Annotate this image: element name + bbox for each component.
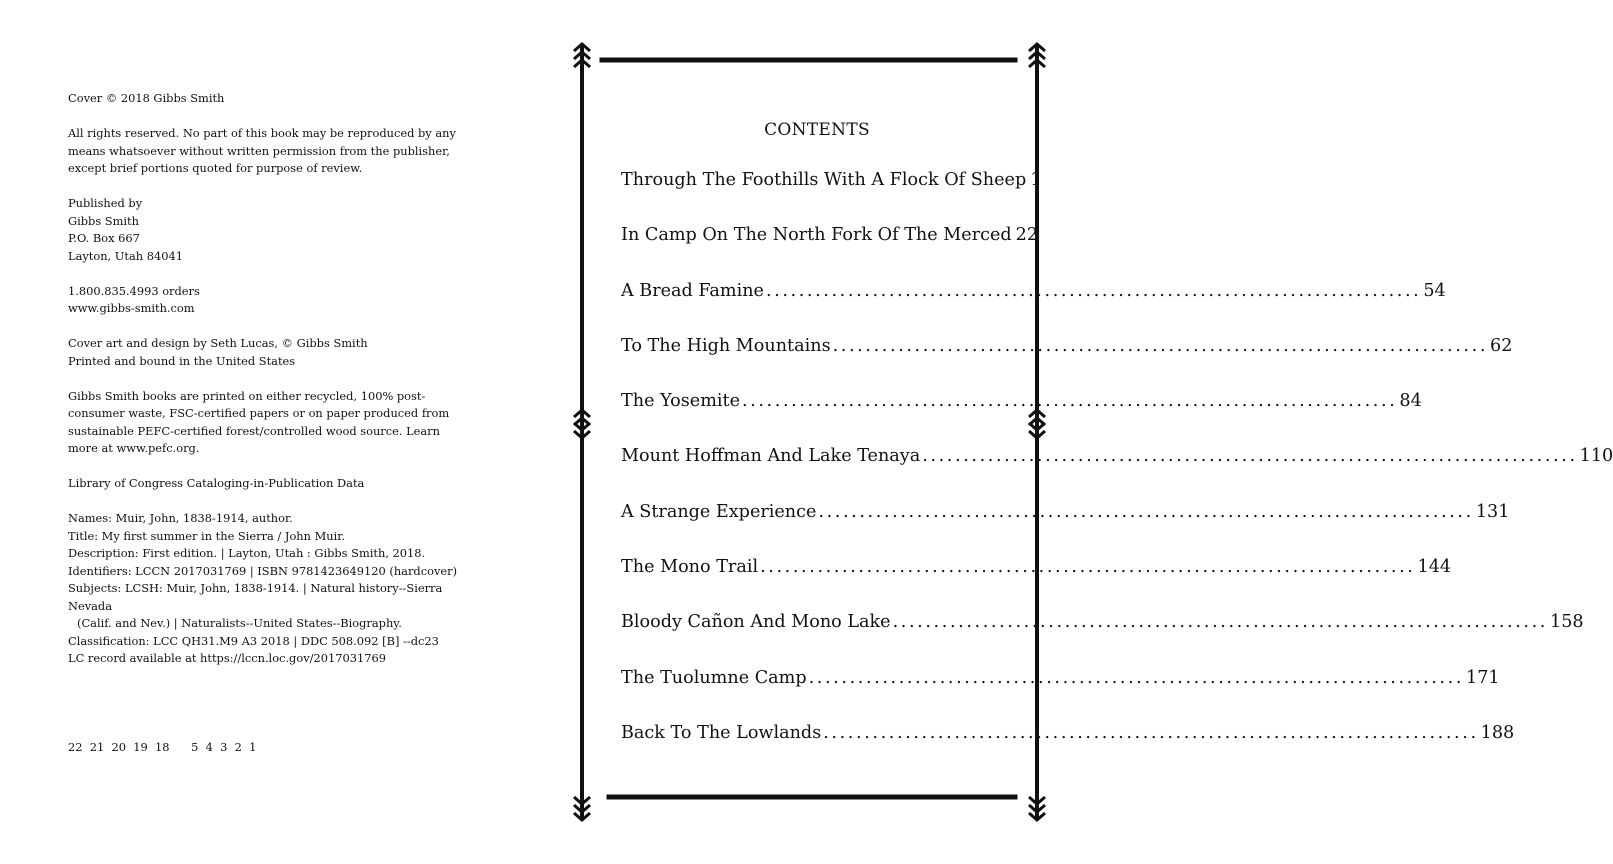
copyright-line: means whatsoever without written permission from the publisher, [68,143,450,158]
copyright-line: All rights reserved. No part of this book may be reproduced by any [68,126,456,140]
copyright-line: 1.800.835.4993 orders [68,283,200,298]
toc-page-number: 131 [1475,501,1510,522]
toc-entry-title: Bloody Cañon And Mono Lake [621,612,891,633]
toc-leader-dots: ................................................................................ [808,667,1465,688]
copyright-line: Gibbs Smith books are printed on either recycled, 100% post- [68,388,426,403]
toc-entry-title: Through The Foothills With A Flock Of Sheep [621,170,1027,190]
toc-entry [621,553,1452,608]
copyright-line: Printed and bound in the United States [68,353,296,368]
copyright-line: Title: My first summer in the Sierra / John Muir. [68,528,346,543]
toc-leader-dots: ................................................................................ [818,501,1474,522]
copyright-line: Subjects: LCSH: Muir, John, 1838-1914. | Natural history--Sierra [68,581,443,595]
toc-leader-dots: ................................................................................ [765,280,1422,301]
copyright-line: www.gibbs-smith.com [68,301,195,315]
copyright-line: Gibbs Smith [68,213,139,228]
copyright-line: P.O. Box 667 [68,231,140,245]
toc-entry-title: Mount Hoffman And Lake Tenaya [621,446,921,467]
copyright-line: Library of Congress Cataloging-in-Publication Data [68,476,365,490]
toc-entry-title: A Bread Famine [621,280,764,301]
copyright-line: Description: First edition. | Layton, Utah : Gibbs Smith, 2018. [68,546,426,560]
table-of-contents [621,166,1613,774]
copyright-line: more at www.pefc.org. [68,441,200,455]
copyright-line: Published by [68,196,143,210]
toc-entry-title: Back To The Lowlands [621,722,822,743]
toc-page-number: 188 [1480,722,1515,743]
toc-entry [621,166,1042,221]
toc-page-number: 158 [1550,612,1584,633]
toc-entry [621,332,1513,387]
copyright-line: Cover © 2018 Gibbs Smith [68,91,225,105]
toc-entry-title: In Camp On The North Fork Of The Merced [621,225,1012,246]
copyright-line: LC record available at https://lccn.loc.gov/2017031769 [68,651,386,665]
toc-entry-title: The Mono Trail [621,557,759,578]
copyright-line: Classification: LCC QH31.M9 A3 2018 | DDC 508.092 [B] --dc23 [68,633,439,648]
toc-entry-title: The Tuolumne Camp [621,667,807,688]
toc-page-number: 171 [1466,667,1500,688]
toc-leader-dots: ................................................................................ [892,612,1548,633]
toc-leader-dots: ................................................................................ [922,446,1578,467]
copyright-line: Layton, Utah 84041 [68,248,183,263]
printing-number-line: 22 21 20 19 18 5 4 3 2 1 [68,740,257,754]
toc-leader-dots: ................................................................................ [823,722,1479,743]
copyright-line: Identifiers: LCCN 2017031769 | ISBN 9781423649120 (hardcover) [68,563,458,578]
copyright-line: sustainable PEFC-certified forest/controlled wood source. Learn [68,423,440,438]
toc-entry [621,719,1515,774]
toc-entry-title: The Yosemite [621,391,740,412]
copyright-line: (Calif. and Nev.) | Naturalists--United States--Biography. [77,616,402,630]
toc-page-number: 84 [1399,391,1422,412]
toc-entry [621,498,1510,553]
toc-page-number: 144 [1417,557,1452,578]
copyright-line: Names: Muir, John, 1838-1914, author. [68,511,293,525]
toc-page-number: 110 [1579,446,1613,467]
toc-entry-title: To The High Mountains [621,335,831,356]
copyright-line: Nevada [68,598,113,613]
contents-heading: CONTENTS [764,120,870,140]
toc-entry [621,608,1584,663]
toc-entry [621,664,1500,719]
copyright-line: except brief portions quoted for purpose of review. [68,161,363,175]
toc-page-number: 62 [1490,335,1513,356]
toc-entry [621,221,1039,276]
toc-leader-dots: ................................................................................ [741,391,1398,412]
toc-leader-dots: ................................................................................ [760,557,1416,578]
copyright-line: consumer waste, FSC-certified papers or on paper produced from [68,406,450,420]
toc-entry [621,442,1613,497]
toc-entry-title: A Strange Experience [621,501,817,522]
toc-page-number: 54 [1423,280,1446,301]
toc-entry [621,387,1422,442]
copyright-line: Cover art and design by Seth Lucas, © Gibbs Smith [68,336,368,350]
toc-page-number: 22 [1015,225,1039,246]
toc-leader-dots: ................................................................................ [832,335,1489,356]
toc-page-number: 1 [1030,170,1042,190]
toc-entry [621,277,1446,332]
